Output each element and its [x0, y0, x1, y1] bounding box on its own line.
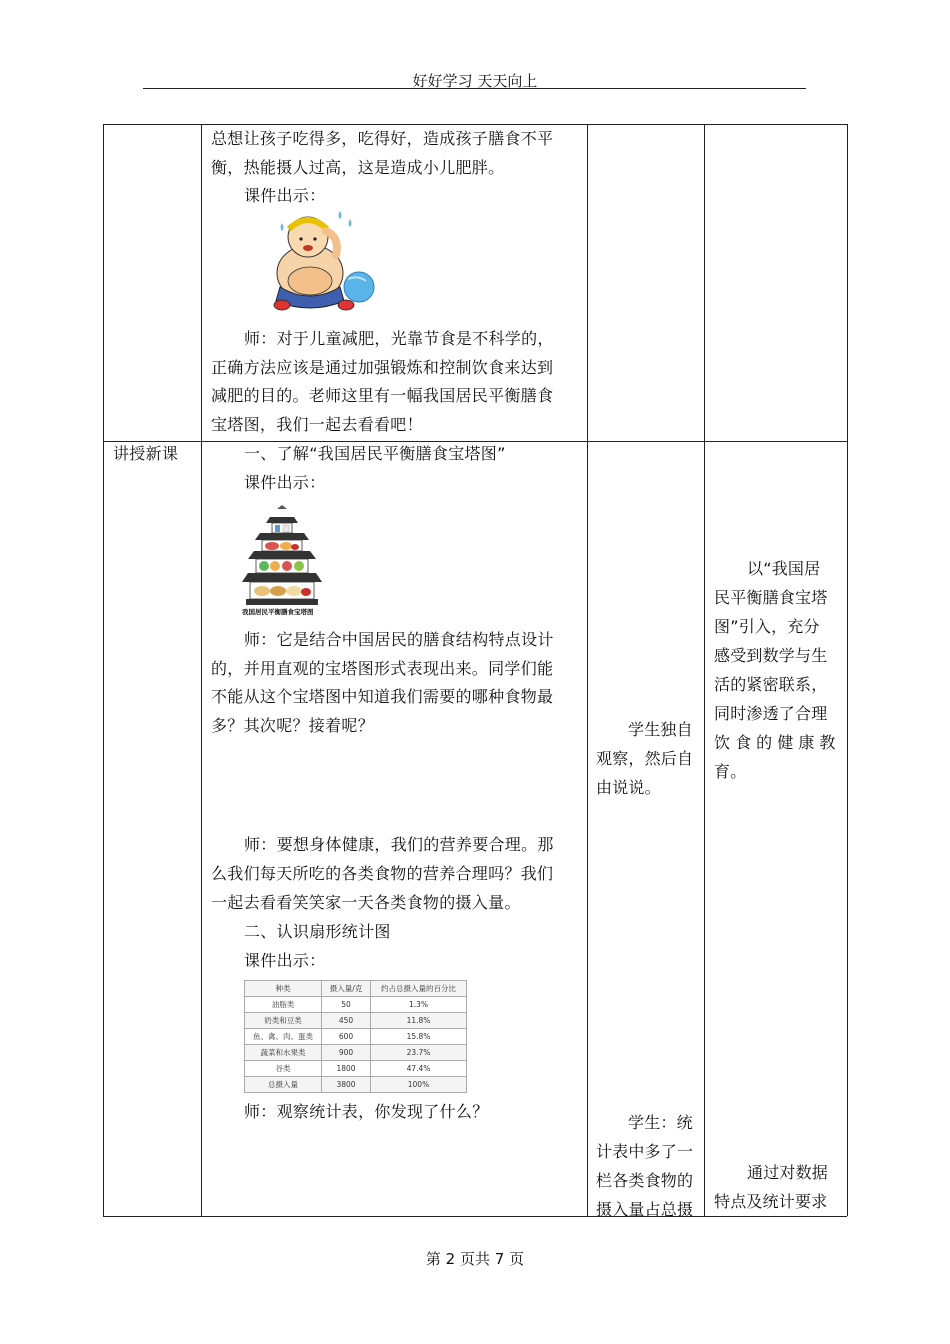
table-cell: 47.4%	[371, 1061, 467, 1077]
table-header-row	[245, 981, 467, 997]
design-intent-line: 饮 食 的 健 康 教	[714, 733, 836, 752]
paragraph-line: 不能从这个宝塔图中知道我们需要的哪种食物最	[211, 687, 554, 706]
page-header: 好好学习 天天向上	[412, 72, 538, 90]
table-header: 摄入量/克	[322, 981, 371, 997]
courseware-label: 课件出示：	[244, 473, 326, 492]
courseware-label: 课件出示：	[244, 951, 326, 970]
paragraph-line: 一起去看看笑笑家一天各类食物的摄入量。	[211, 893, 521, 912]
table-cell: 3800	[322, 1077, 371, 1093]
paragraph-line: 的，并用直观的宝塔图形式表现出来。同学们能	[211, 659, 554, 678]
design-intent-line: 以“我国居	[747, 559, 821, 578]
table-cell: 100%	[371, 1077, 467, 1093]
design-intent-line: 育。	[714, 762, 747, 781]
table-cell: 谷类	[245, 1061, 322, 1077]
paragraph-line: 衡，热能摄人过高，这是造成小儿肥胖。	[211, 158, 505, 177]
table-cell: 11.8%	[371, 1013, 467, 1029]
table-cell: 600	[322, 1029, 371, 1045]
pagoda-caption: 我国居民平衡膳食宝塔图	[242, 608, 314, 616]
header-rule	[143, 88, 806, 89]
table-header: 种类	[245, 981, 322, 997]
design-intent-line: 民平衡膳食宝塔	[714, 588, 828, 607]
table-col-divider	[587, 124, 588, 1216]
design-intent-line: 图”引入，充分	[714, 617, 820, 636]
table-border-bottom	[103, 1216, 847, 1217]
table-cell: 油脂类	[245, 997, 322, 1013]
section-heading: 一、了解“我国居民平衡膳食宝塔图”	[244, 444, 506, 463]
design-intent-line: 特点及统计要求	[714, 1192, 828, 1211]
food-pagoda-icon	[242, 498, 322, 618]
paragraph-line: 减肥的目的。老师这里有一幅我国居民平衡膳食	[211, 386, 554, 405]
student-activity-line: 观察，然后自	[596, 749, 694, 768]
student-activity-line: 摄入量占总摄	[596, 1200, 694, 1219]
paragraph-line: 师：它是结合中国居民的膳食结构特点设计	[244, 630, 554, 649]
table-cell: 1800	[322, 1061, 371, 1077]
table-cell: 鱼、禽、肉、蛋类	[245, 1029, 322, 1045]
student-activity-line: 由说说。	[596, 778, 661, 797]
paragraph-line: 正确方法应该是通过加强锻炼和控制饮食来达到	[211, 358, 554, 377]
table-border-left	[103, 124, 104, 1216]
section-heading: 二、认识扇形统计图	[244, 922, 391, 941]
paragraph-line: 师：对于儿童减肥，光靠节食是不科学的，	[244, 329, 554, 348]
table-cell: 蔬菜和水果类	[245, 1045, 322, 1061]
table-row	[245, 1077, 467, 1093]
table-cell: 900	[322, 1045, 371, 1061]
table-cell: 1.3%	[371, 997, 467, 1013]
paragraph-line: 师：观察统计表，你发现了什么？	[244, 1102, 489, 1121]
stage-label: 讲授新课	[113, 444, 179, 463]
page-footer: 第 2 页共 7 页	[425, 1250, 525, 1268]
table-border-right	[847, 124, 848, 1216]
paragraph-line: 多？其次呢？接着呢？	[211, 716, 375, 735]
table-cell: 50	[322, 997, 371, 1013]
paragraph-line: 宝塔图，我们一起去看看吧！	[211, 415, 423, 434]
paragraph-line: 师：要想身体健康，我们的营养要合理。那	[244, 835, 554, 854]
design-intent-line: 活的紧密联系，	[714, 675, 828, 694]
table-cell: 15.8%	[371, 1029, 467, 1045]
student-activity-line: 学生独自	[628, 720, 693, 739]
table-header: 约占总摄入量的百分比	[371, 981, 467, 997]
table-row	[245, 1045, 467, 1061]
design-intent-line: 通过对数据	[747, 1163, 829, 1182]
table-row	[245, 1061, 467, 1077]
student-activity-line: 学生：统	[628, 1113, 693, 1132]
table-col-divider	[704, 124, 705, 1216]
table-cell: 总摄入量	[245, 1077, 322, 1093]
table-row	[245, 1013, 467, 1029]
table-cell: 23.7%	[371, 1045, 467, 1061]
table-cell: 奶类和豆类	[245, 1013, 322, 1029]
design-intent-line: 同时渗透了合理	[714, 704, 828, 723]
design-intent-line: 感受到数学与生	[714, 646, 828, 665]
paragraph-line: 总想让孩子吃得多，吃得好，造成孩子膳食不平	[211, 129, 554, 148]
student-activity-line: 栏各类食物的	[596, 1171, 694, 1190]
table-col-divider	[201, 124, 202, 1216]
table-cell: 450	[322, 1013, 371, 1029]
courseware-label: 课件出示：	[244, 186, 326, 205]
food-intake-table	[244, 980, 467, 1093]
table-row	[245, 1029, 467, 1045]
paragraph-line: 么我们每天所吃的各类食物的营养合理吗？我们	[211, 864, 554, 883]
student-activity-line: 计表中多了一	[596, 1142, 694, 1161]
table-row	[245, 997, 467, 1013]
overweight-child-illustration	[262, 205, 377, 317]
